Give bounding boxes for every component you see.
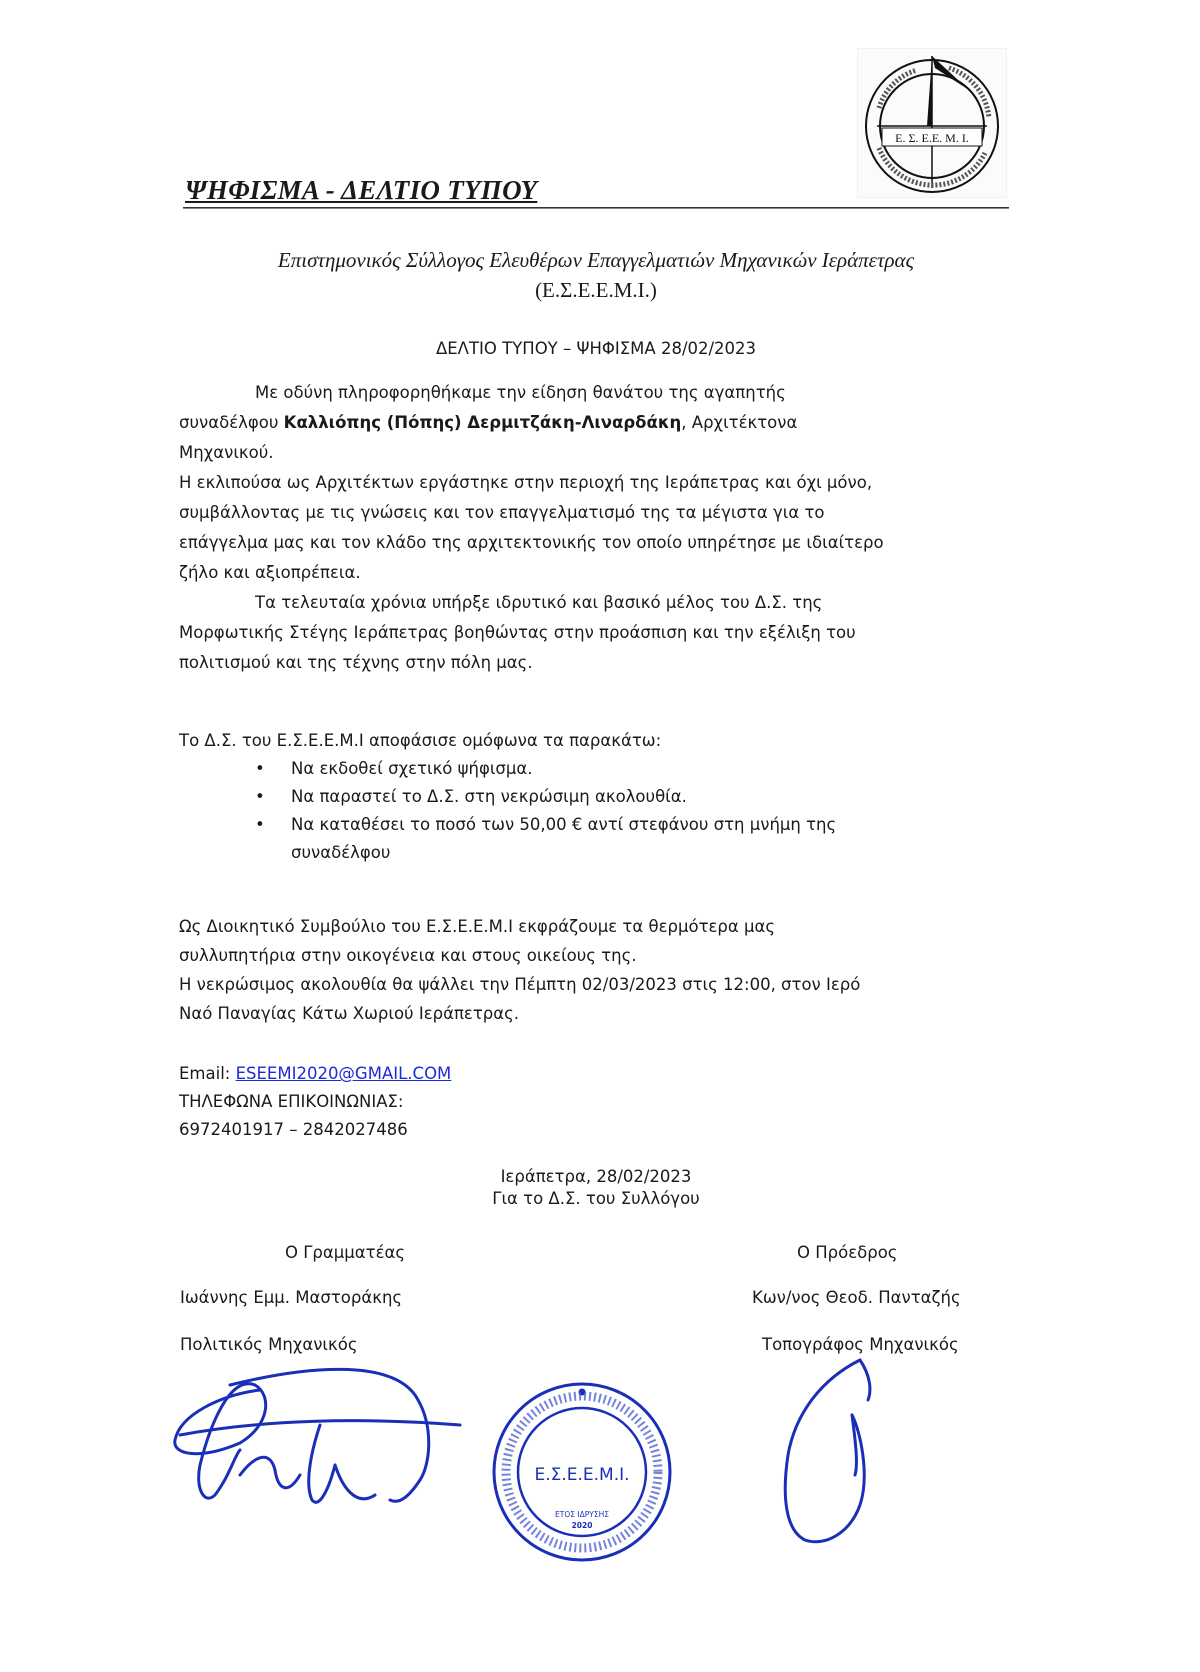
secretary-name: Ιωάννης Εμμ. Μαστοράκης bbox=[180, 1288, 403, 1307]
organization-abbreviation: (Ε.Σ.Ε.Ε.Μ.Ι.) bbox=[535, 278, 657, 302]
paragraph-text: , Αρχιτέκτονα bbox=[681, 413, 798, 432]
closing-block bbox=[183, 1166, 1009, 1210]
phones-label: ΤΗΛΕΦΩΝΑ ΕΠΙΚΟΙΝΩΝΙΑΣ: bbox=[179, 1092, 404, 1111]
secretary-title: Πολιτικός Μηχανικός bbox=[180, 1335, 358, 1354]
paragraph-line bbox=[179, 408, 1024, 438]
paragraph-line: Μορφωτικής Στέγης Ιεράπετρας βοηθώντας στην προάσπιση και την εξέλιξη του bbox=[179, 623, 856, 642]
document-title: ΨΗΦΙΣΜΑ - ΔΕΛΤΙΟ ΤΥΠΟΥ bbox=[185, 175, 538, 205]
decision-item: • Να εκδοθεί σχετικό ψήφισμα. bbox=[179, 755, 1024, 783]
decision-item-continued: συναδέλφου bbox=[291, 843, 391, 862]
official-stamp bbox=[490, 1380, 675, 1565]
announcement-body bbox=[179, 378, 1024, 678]
secretary-signature bbox=[160, 1355, 470, 1525]
board-decisions bbox=[179, 727, 1024, 867]
email-link[interactable]: ESEEMI2020@GMAIL.COM bbox=[235, 1064, 452, 1083]
paragraph-line: Μηχανικού. bbox=[179, 443, 274, 462]
condolences-block bbox=[179, 912, 1024, 1028]
organization-name: Επιστημονικός Σύλλογος Ελευθέρων Επαγγελματιών Μηχανικών Ιεράπετρας bbox=[277, 248, 915, 272]
paragraph-line: Ναό Παναγίας Κάτω Χωριού Ιεράπετρας. bbox=[179, 1004, 520, 1023]
paragraph-line: συμβάλλοντας με τις γνώσεις και τον επαγγελματισμό της τα μέγιστα για το bbox=[179, 503, 825, 522]
title-divider bbox=[183, 207, 1009, 208]
paragraph-line: Ως Διοικητικό Συμβούλιο του Ε.Σ.Ε.Ε.Μ.Ι εκφράζουμε τα θερμότερα μας bbox=[179, 917, 776, 936]
president-name: Κων/νος Θεοδ. Πανταζής bbox=[752, 1288, 961, 1307]
paragraph-text: συναδέλφου bbox=[179, 413, 284, 432]
president-title: Τοπογράφος Μηχανικός bbox=[762, 1335, 959, 1354]
stamp-founded-year: 2020 bbox=[571, 1521, 593, 1530]
paragraph-line: Η νεκρώσιμος ακολουθία θα ψάλλει την Πέμπτη 02/03/2023 στις 12:00, στον Ιερό bbox=[179, 975, 861, 994]
place-date: Ιεράπετρα, 28/02/2023 bbox=[500, 1167, 692, 1186]
logo-label: Ε. Σ. Ε.Ε. Μ. Ι. bbox=[895, 131, 969, 145]
deceased-name: Καλλιόπης (Πόπης) Δερμιτζάκη-Λιναρδάκη bbox=[283, 413, 682, 432]
association-logo bbox=[857, 48, 1007, 198]
decisions-intro: Το Δ.Σ. του Ε.Σ.Ε.Ε.Μ.Ι αποφάσισε ομόφωνα τα παρακάτω: bbox=[179, 731, 662, 750]
email-label: Email: bbox=[179, 1064, 236, 1083]
phone-numbers: 6972401917 – 2842027486 bbox=[179, 1120, 408, 1139]
email-line bbox=[179, 1060, 1024, 1088]
decision-item: • Να παραστεί το Δ.Σ. στη νεκρώσιμη ακολουθία. bbox=[179, 783, 1024, 811]
press-release-subtitle: ΔΕΛΤΙΟ ΤΥΠΟΥ – ΨΗΦΙΣΜΑ 28/02/2023 bbox=[435, 339, 757, 358]
paragraph-line: πολιτισμού και της τέχνης στην πόλη μας. bbox=[179, 653, 533, 672]
secretary-role: Ο Γραμματέας bbox=[285, 1243, 406, 1262]
paragraph-line: ζήλο και αξιοπρέπεια. bbox=[179, 563, 361, 582]
paragraph-line: Με οδύνη πληροφορηθήκαμε την είδηση θανάτου της αγαπητής bbox=[255, 383, 786, 402]
paragraph-line: συλλυπητήρια στην οικογένεια και στους οικείους της. bbox=[179, 946, 637, 965]
on-behalf-of-board: Για το Δ.Σ. του Συλλόγου bbox=[492, 1189, 700, 1208]
president-role: Ο Πρόεδρος bbox=[797, 1243, 898, 1262]
president-signature bbox=[760, 1355, 890, 1555]
paragraph-line: Η εκλιπούσα ως Αρχιτέκτων εργάστηκε στην περιοχή της Ιεράπετρας και όχι μόνο, bbox=[179, 473, 873, 492]
decision-item: • Να καταθέσει το ποσό των 50,00 € αντί στεφάνου στη μνήμη της bbox=[179, 811, 1024, 839]
paragraph-line: επάγγελμα μας και τον κλάδο της αρχιτεκτονικής τον οποίο υπηρέτησε με ιδιαίτερο bbox=[179, 533, 884, 552]
contact-block bbox=[179, 1060, 1024, 1144]
stamp-center-text: Ε.Σ.Ε.Ε.Μ.Ι. bbox=[534, 1465, 630, 1485]
paragraph-line: Τα τελευταία χρόνια υπήρξε ιδρυτικό και βασικό μέλος του Δ.Σ. της bbox=[255, 593, 823, 612]
stamp-founded-label: ΕΤΟΣ ΙΔΡΥΣΗΣ bbox=[555, 1510, 609, 1519]
decisions-list bbox=[179, 755, 1024, 839]
